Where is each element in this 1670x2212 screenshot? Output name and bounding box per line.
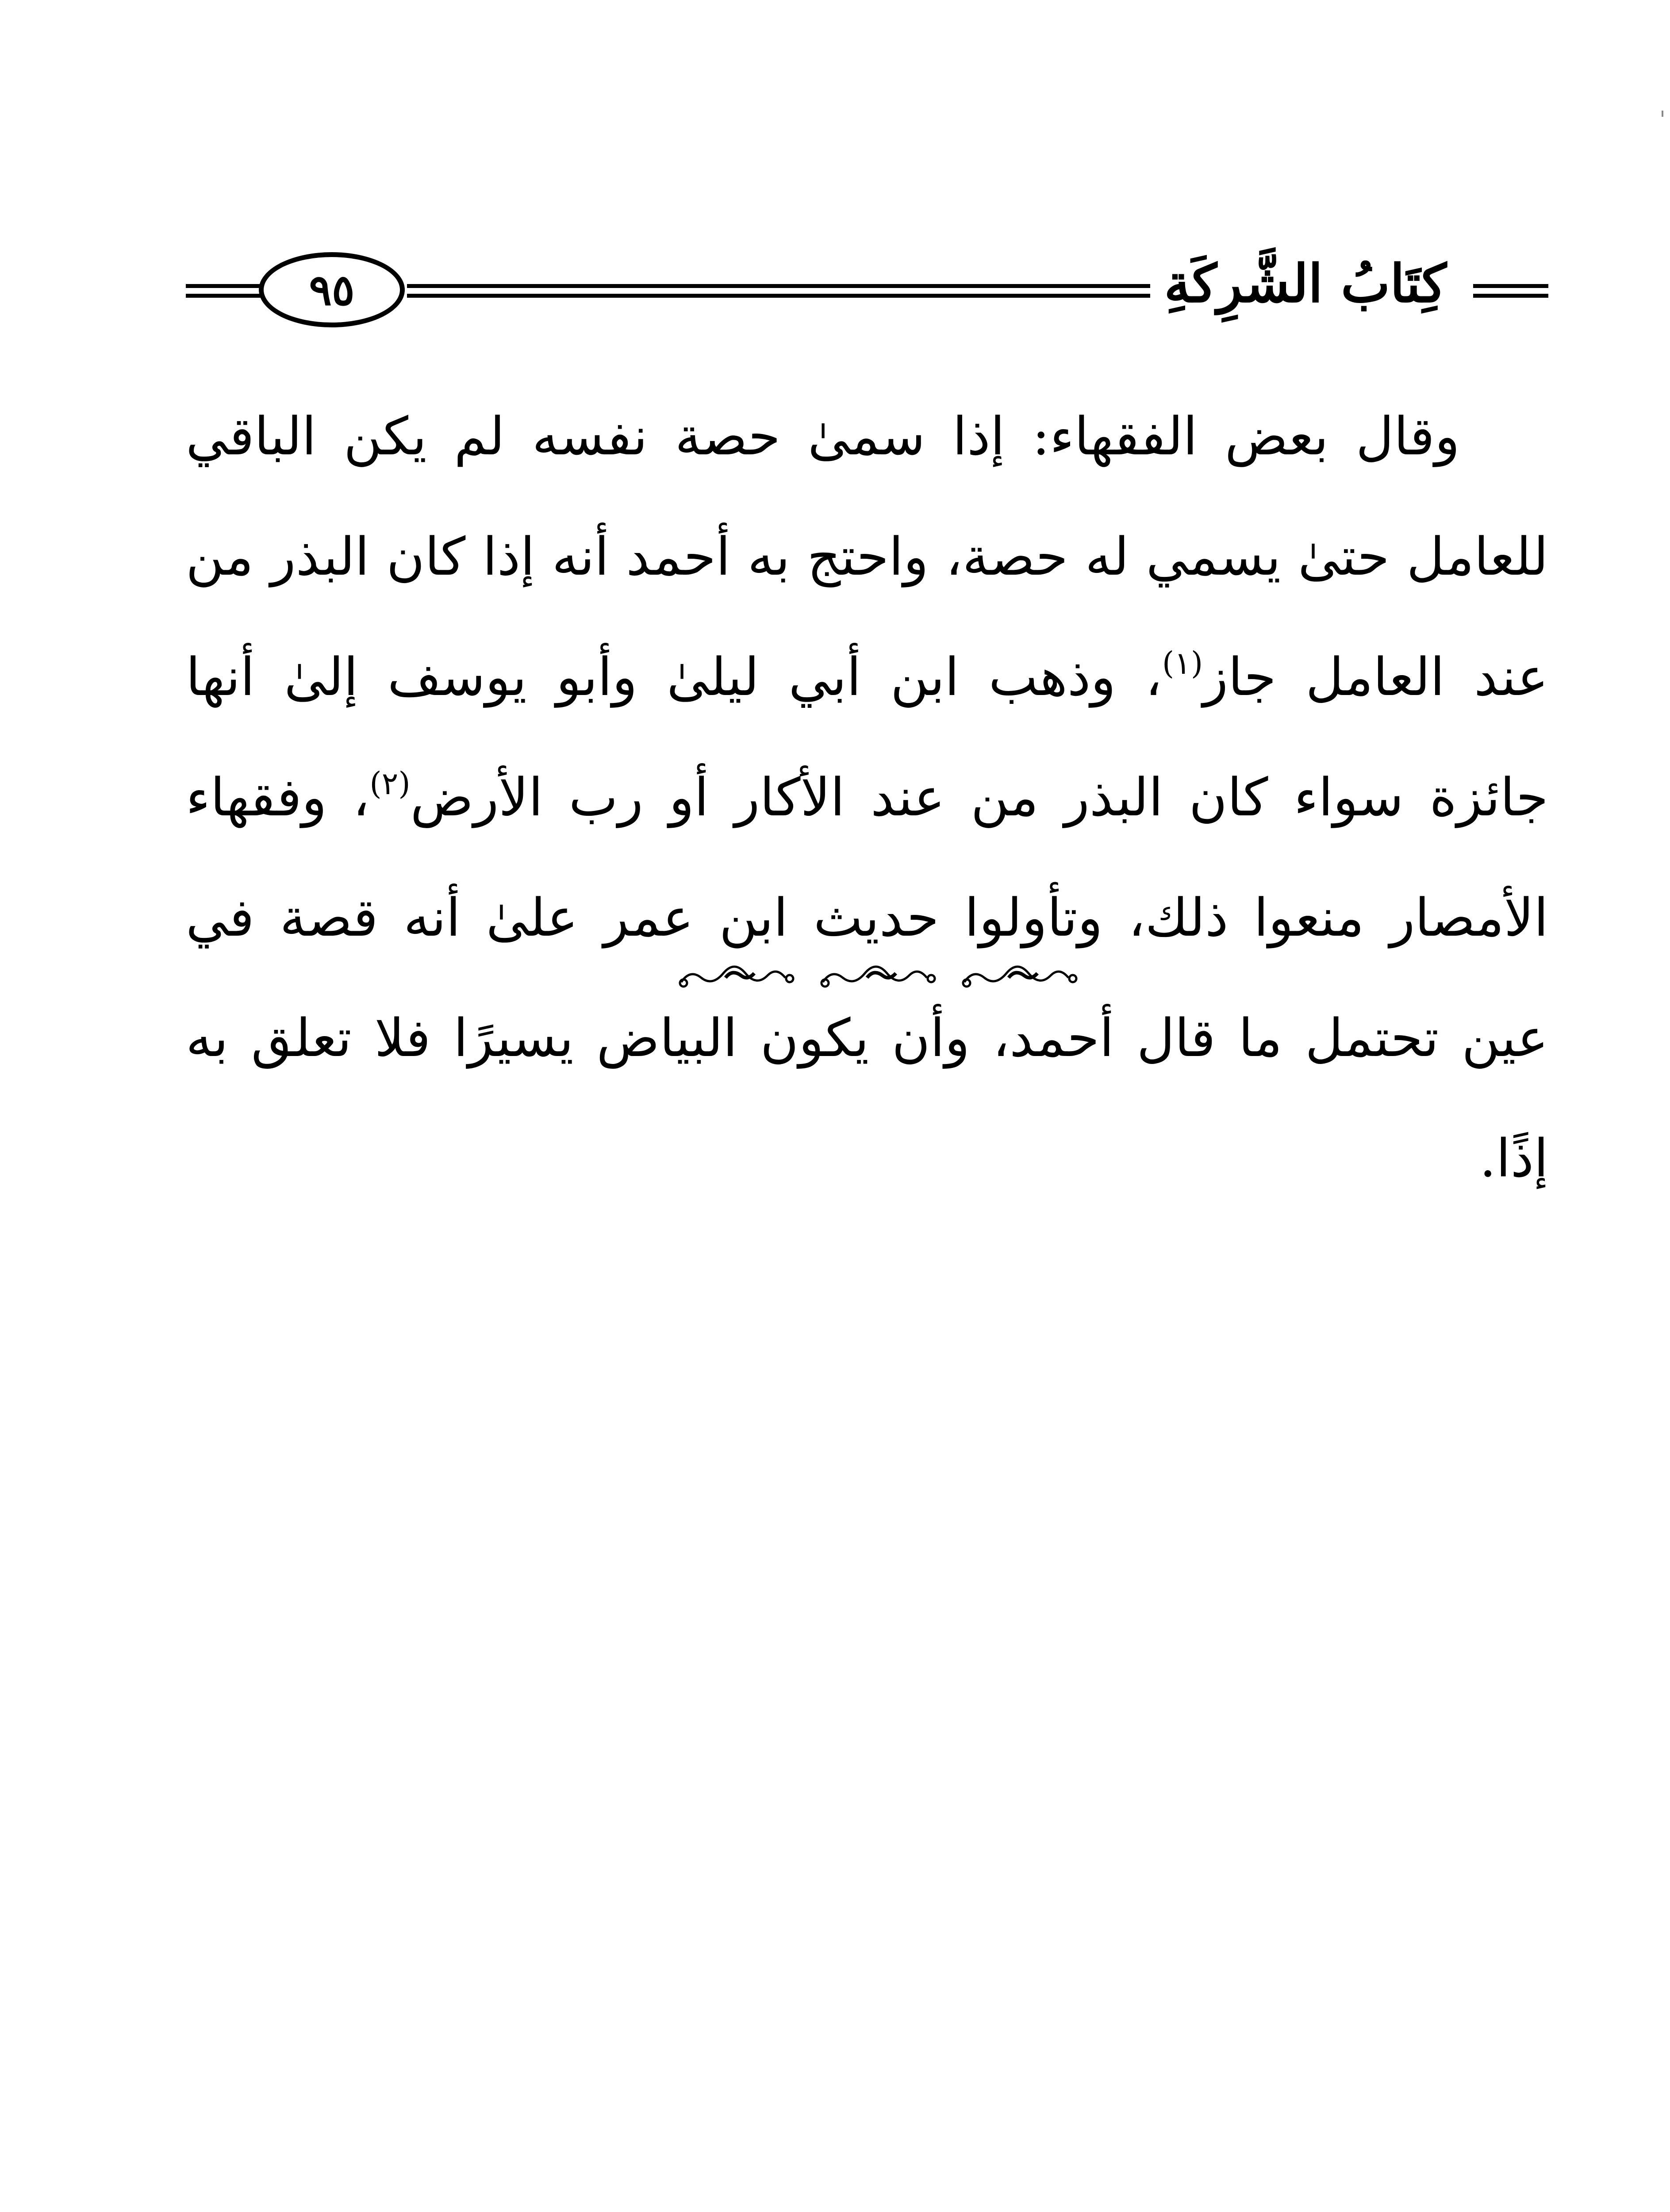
header-rule-left <box>186 284 263 297</box>
page-number: ٩٥ <box>259 252 405 327</box>
running-title: كِتَابُ الشَّرِكَةِ <box>1164 253 1447 314</box>
body-line-5: منعوا ذلك، وتأولوا حديث ابن عمر علىٰ أنه قصة في عين تحتمل <box>186 887 1548 1068</box>
section-end-ornament-icon <box>672 960 1097 995</box>
header-rule-right <box>1473 284 1548 297</box>
body-line-3a: العامل جاز <box>1203 646 1445 707</box>
footnote-ref-1[interactable]: (١) <box>1162 645 1203 681</box>
footnote-ref-2[interactable]: (٢) <box>369 765 411 802</box>
header-rule-middle <box>407 284 1150 297</box>
body-line-3b: ، وذهب ابن أبي ليلىٰ وأبو يوسف إلىٰ أنها جائزة <box>186 646 1548 828</box>
body-line-1: وقال بعض الفقهاء: إذا سمىٰ حصة نفسه لم يكن الباقي للعامل <box>186 406 1548 587</box>
body-line-4b: ، وفقهاء الأمصار <box>186 767 1548 948</box>
body-paragraph <box>186 376 1548 1218</box>
running-header <box>186 248 1548 336</box>
ornament-unit <box>680 967 793 987</box>
scan-mark <box>1662 111 1663 117</box>
body-line-6: ما قال أحمد، وأن يكون البياض يسيرًا فلا تعلق به إذًا. <box>186 1007 1548 1189</box>
body-line-4a: سواء كان البذر من عند الأكار أو رب الأرض <box>410 767 1404 828</box>
body-line-2: حتىٰ يسمي له حصة، واحتج به أحمد أنه إذا كان البذر من عند <box>186 526 1548 707</box>
